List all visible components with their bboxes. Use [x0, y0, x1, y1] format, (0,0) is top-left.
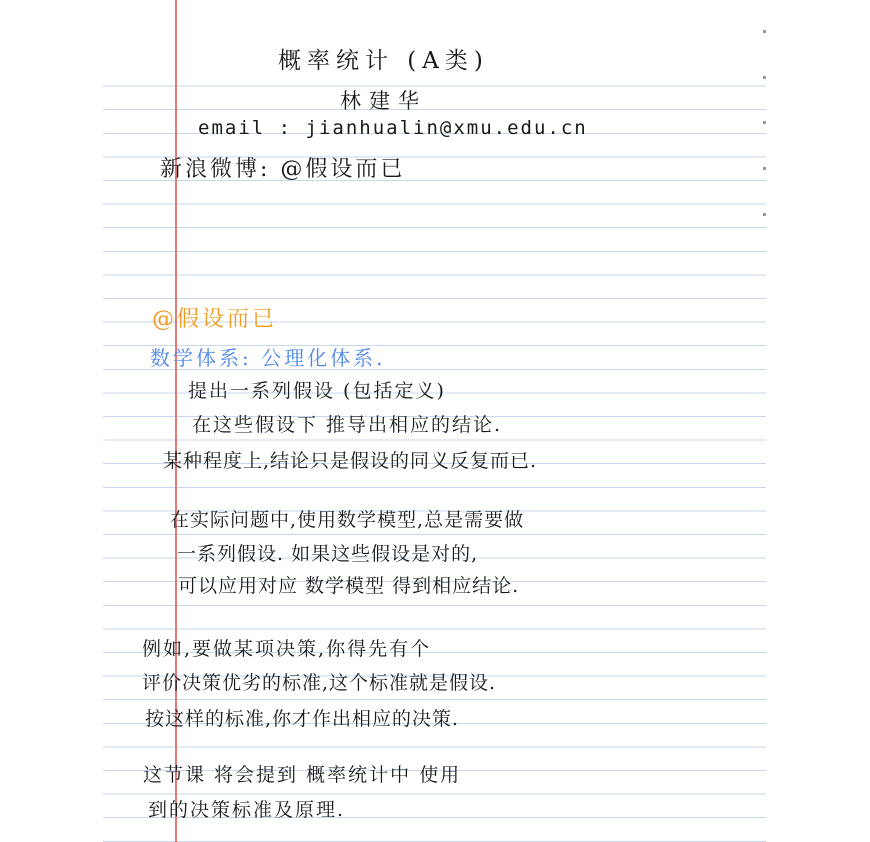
note-line: 这节课 将会提到 概率统计中 使用: [143, 764, 462, 786]
math-system-heading: 数学体系: 公理化体系.: [150, 346, 386, 370]
note-line: 可以应用对应 数学模型 得到相应结论.: [178, 575, 520, 597]
note-line: 评价决策优劣的标准,这个标准就是假设.: [142, 672, 497, 694]
binding-hole-mark: [763, 30, 766, 33]
page-right-blank: [766, 0, 870, 842]
note-line: 例如,要做某项决策,你得先有个: [142, 638, 432, 660]
page-title: 概率统计 (A类): [278, 48, 489, 74]
binding-hole-mark: [763, 213, 766, 216]
note-line: 某种程度上,结论只是假设的同义反复而已.: [163, 450, 538, 472]
binding-hole-mark: [763, 167, 766, 170]
author-name: 林建华: [340, 89, 427, 113]
handle-heading: @假设而已: [152, 307, 278, 332]
email-line: email : jianhualin@xmu.edu.cn: [198, 117, 588, 139]
note-line: 到的决策标准及原理.: [148, 799, 346, 821]
note-line: 在这些假设下 推导出相应的结论.: [192, 414, 503, 436]
binding-hole-mark: [763, 121, 766, 124]
note-line: 在实际问题中,使用数学模型,总是需要做: [170, 509, 525, 531]
note-line: 按这样的标准,你才作出相应的决策.: [145, 708, 460, 730]
page-left-blank: [0, 0, 103, 842]
binding-hole-mark: [763, 76, 766, 79]
note-line: 提出一系列假设 (包括定义): [188, 380, 446, 402]
weibo-line: 新浪微博: @假设而已: [160, 157, 406, 182]
note-line: 一系列假设. 如果这些假设是对的,: [177, 543, 479, 565]
